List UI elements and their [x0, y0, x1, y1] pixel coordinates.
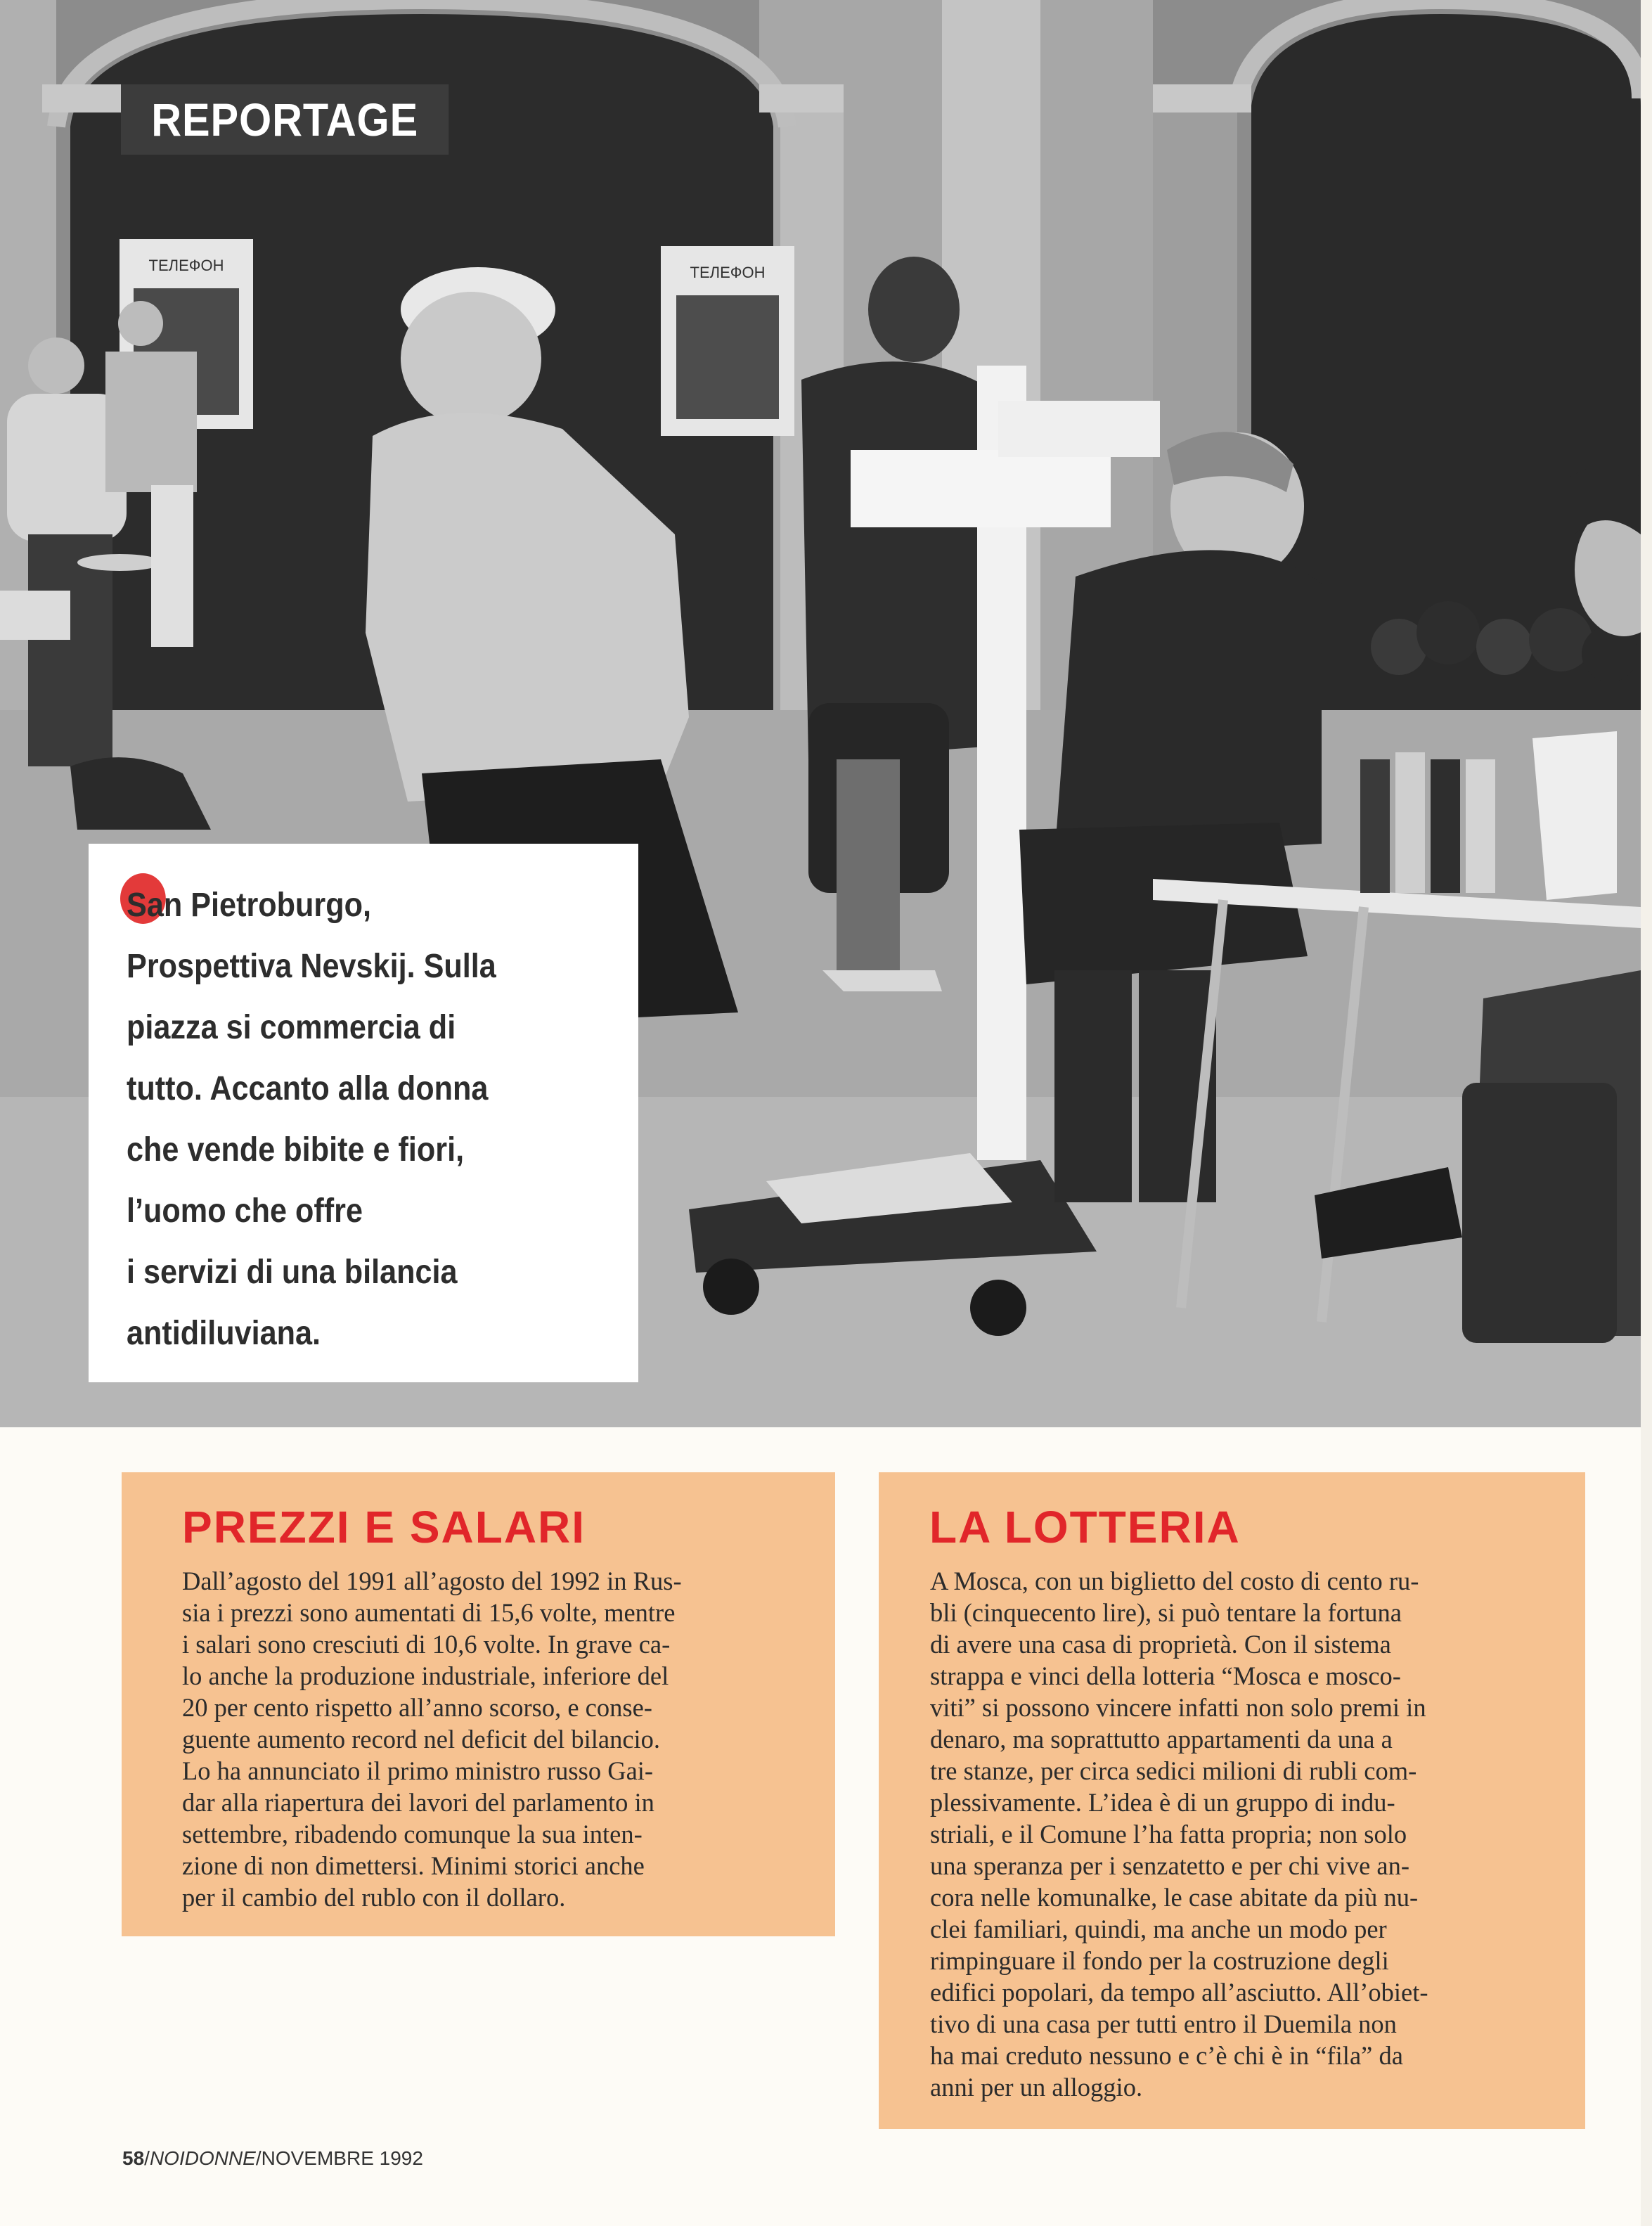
box-prezzi-e-salari — [122, 1472, 835, 1936]
caption-line-6: l’uomo che offre — [127, 1192, 363, 1230]
section-label: REPORTAGE — [121, 84, 449, 155]
text-line: di avere una casa di proprietà. Con il sistema — [930, 1630, 1391, 1659]
text-line: A Mosca, con un biglietto del costo di cento ru- — [930, 1566, 1419, 1595]
caption-line-3: piazza si commercia di — [127, 1009, 456, 1046]
box-title-prezzi: PREZZI E SALARI — [182, 1502, 586, 1552]
kiosk-sign-left: ТЕЛЕФОН — [148, 257, 224, 274]
text-line: denaro, ma soprattutto appartamenti da una a — [930, 1725, 1393, 1754]
caption-line-5: che vende bibite e fiori, — [127, 1131, 465, 1169]
footer-separator: / — [144, 2147, 150, 2169]
caption-line-1: San Pietroburgo, — [127, 875, 607, 936]
text-line: lo anche la produzione industriale, inferiore del — [182, 1661, 669, 1690]
box-la-lotteria — [879, 1472, 1585, 2129]
page-number: 58 — [122, 2147, 145, 2169]
kiosk-sign-right: ТЕЛЕФОН — [690, 264, 766, 281]
text-line: bli (cinquecento lire), si può tentare la fortuna — [930, 1598, 1402, 1627]
text-line: una speranza per i senzatetto e per chi vive an- — [930, 1851, 1410, 1880]
page-edge — [1641, 0, 1652, 2226]
box-body-lotteria — [930, 1565, 1528, 2103]
photo-caption — [89, 844, 638, 1382]
text-line: 20 per cento rispetto all’anno scorso, e conse- — [182, 1693, 652, 1722]
text-line: i salari sono cresciuti di 10,6 volte. In grave ca- — [182, 1630, 671, 1659]
box-title-lotteria: LA LOTTERIA — [929, 1502, 1241, 1552]
magazine-name: NOIDONNE — [149, 2147, 256, 2169]
text-line: Dall’agosto del 1991 all’agosto del 1992 in Rus- — [182, 1566, 682, 1595]
issue-date: NOVEMBRE 1992 — [261, 2147, 423, 2169]
text-line: clei familiari, quindi, ma anche un modo per — [930, 1915, 1387, 1943]
footer-separator-2: / — [255, 2147, 262, 2169]
caption-line-2: Prospettiva Nevskij. Sulla — [127, 948, 496, 985]
text-line: tivo di una casa per tutti entro il Duemila non — [930, 2009, 1397, 2038]
text-line: dar alla riapertura dei lavori del parlamento in — [182, 1788, 654, 1817]
text-line: plessivamente. L’idea è di un gruppo di indu- — [930, 1788, 1395, 1817]
text-line: edifici popolari, da tempo all’asciutto. All’obiet- — [930, 1978, 1428, 2007]
text-line: viti” si possono vincere infatti non solo premi in — [930, 1693, 1426, 1722]
page-footer — [122, 2147, 423, 2170]
text-line: ha mai creduto nessuno e c’è chi è in “fila” da — [930, 2041, 1403, 2070]
text-line: cora nelle komunalke, le case abitate da più nu- — [930, 1883, 1419, 1912]
caption-line-8: antidiluviana. — [127, 1315, 321, 1352]
text-line: sia i prezzi sono aumentati di 15,6 volte, mentre — [182, 1598, 676, 1627]
text-line: Lo ha annunciato il primo ministro russo Gai- — [182, 1756, 654, 1785]
text-line: zione di non dimettersi. Minimi storici anche — [182, 1851, 645, 1880]
text-line: settembre, ribadendo comunque la sua inten- — [182, 1820, 643, 1848]
box-body-prezzi — [182, 1565, 787, 1913]
text-line: striali, e il Comune l’ha fatta propria; non solo — [930, 1820, 1407, 1848]
text-line: per il cambio del rublo con il dollaro. — [182, 1883, 566, 1912]
text-line: rimpinguare il fondo per la costruzione degli — [930, 1946, 1389, 1975]
text-line: strappa e vinci della lotteria “Mosca e mosco- — [930, 1661, 1401, 1690]
caption-line-4: tutto. Accanto alla donna — [127, 1070, 489, 1107]
text-line: anni per un alloggio. — [930, 2073, 1143, 2102]
text-line: tre stanze, per circa sedici milioni di rubli com- — [930, 1756, 1417, 1785]
text-line: guente aumento record nel deficit del bilancio. — [182, 1725, 661, 1754]
caption-line-7: i servizi di una bilancia — [127, 1254, 458, 1291]
